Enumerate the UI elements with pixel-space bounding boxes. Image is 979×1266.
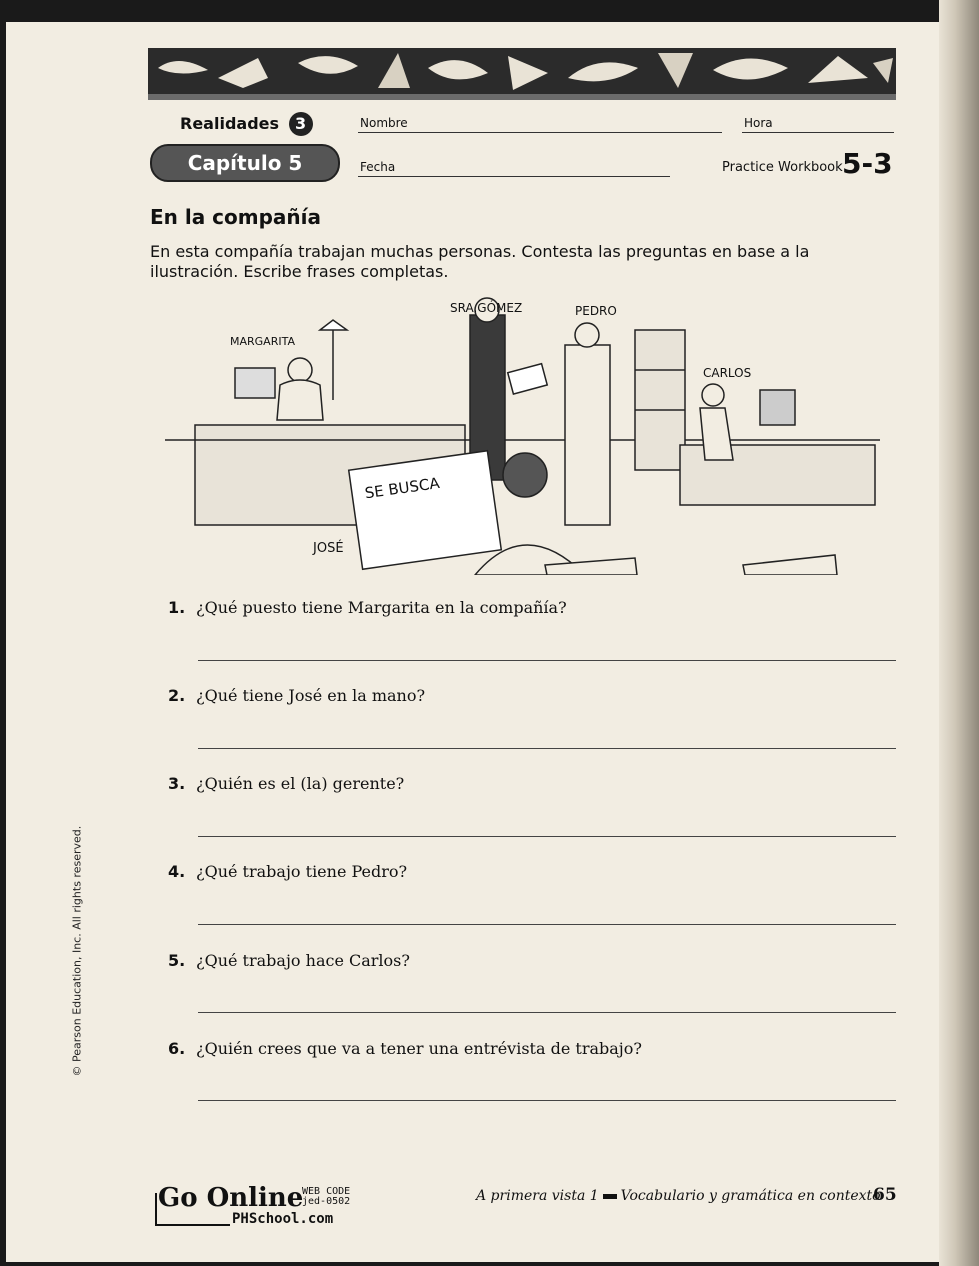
- question-5: [168, 951, 410, 970]
- section-title: En la compañía: [150, 205, 322, 229]
- go-online-text: Go Online: [158, 1183, 304, 1213]
- answer-line-3[interactable]: [198, 836, 896, 837]
- margarita-head: [288, 358, 312, 382]
- pedro-head: [575, 323, 599, 347]
- banner-stripe: [148, 94, 896, 100]
- question-1: [168, 598, 567, 617]
- footer-caption: [476, 1188, 881, 1204]
- label-margarita: MARGARITA: [230, 335, 295, 348]
- chapter-badge: Capítulo 5: [150, 144, 340, 182]
- book-spine: [939, 0, 979, 1266]
- copyright-text: © Pearson Education, Inc. All rights reserved.: [70, 825, 84, 1077]
- workbook-page: [6, 22, 941, 1262]
- workbook-number: 5-3: [842, 147, 893, 180]
- question-text: ¿Qué trabajo hace Carlos?: [196, 951, 410, 970]
- question-text: ¿Quién crees que va a tener una entrévista de trabajo?: [196, 1039, 642, 1058]
- series-title: [180, 112, 313, 136]
- question-text: ¿Quién es el (la) gerente?: [196, 774, 405, 793]
- label-carlos: CARLOS: [703, 366, 752, 380]
- header-banner: [148, 48, 896, 94]
- name-label: Nombre: [360, 116, 408, 130]
- question-number: 1.: [168, 598, 186, 617]
- level-badge: 3: [289, 112, 313, 136]
- newspaper-headline: SE BUSCA: [363, 474, 441, 503]
- label-jose: JOSÉ: [313, 541, 344, 556]
- answer-line-2[interactable]: [198, 748, 896, 749]
- margarita-body: [277, 380, 323, 420]
- question-text: ¿Qué tiene José en la mano?: [196, 686, 426, 705]
- question-number: 2.: [168, 686, 186, 705]
- answer-line-6[interactable]: [198, 1100, 896, 1101]
- phschool-link[interactable]: PHSchool.com: [232, 1211, 334, 1227]
- web-code-label: WEB CODE: [302, 1186, 351, 1197]
- question-number: 6.: [168, 1039, 186, 1058]
- carlos-monitor: [760, 390, 795, 425]
- date-line: [358, 176, 670, 177]
- question-number: 3.: [168, 774, 186, 793]
- footer-book: A primera vista 1: [476, 1188, 599, 1204]
- question-text: ¿Qué trabajo tiene Pedro?: [196, 862, 408, 881]
- series-name: Realidades: [180, 114, 280, 133]
- answer-line-4[interactable]: [198, 924, 896, 925]
- carlos-body: [700, 408, 733, 460]
- question-4: [168, 862, 407, 881]
- go-online-logo: [150, 1185, 360, 1230]
- banner-pattern: [148, 48, 896, 94]
- carlos-head: [702, 384, 724, 406]
- envelope: [508, 364, 548, 394]
- bookshelf: [635, 330, 685, 470]
- answer-line-1[interactable]: [198, 660, 896, 661]
- workbook-label: Practice Workbook: [722, 160, 843, 175]
- instructions: En esta compañía trabajan muchas personas. Contesta las preguntas en base a la ilustración. Escribe frases completas.: [150, 242, 810, 281]
- desk-monitor: [235, 368, 275, 398]
- copyright-notice: [62, 815, 92, 1085]
- jose-head: [503, 453, 547, 497]
- footer-topic: Vocabulario y gramática en contexto: [620, 1188, 881, 1204]
- label-sra-gomez: SRA.GÓMEZ: [450, 301, 523, 315]
- time-label: Hora: [744, 116, 773, 130]
- question-6: [168, 1039, 642, 1058]
- name-line: [358, 132, 722, 133]
- answer-line-5[interactable]: [198, 1012, 896, 1013]
- question-2: [168, 686, 425, 705]
- footer-separator: [603, 1194, 617, 1199]
- newspaper: [349, 451, 502, 570]
- page-number: 65: [873, 1185, 897, 1205]
- pedro-body: [565, 345, 610, 525]
- question-number: 4.: [168, 862, 186, 881]
- question-text: ¿Qué puesto tiene Margarita en la compañía?: [196, 598, 567, 617]
- date-label: Fecha: [360, 160, 396, 174]
- web-code-value: jed-0502: [302, 1196, 351, 1207]
- question-number: 5.: [168, 951, 186, 970]
- label-pedro: PEDRO: [575, 304, 617, 318]
- office-illustration: [165, 290, 880, 575]
- time-line: [742, 132, 894, 133]
- web-code: [302, 1187, 350, 1207]
- question-3: [168, 774, 404, 793]
